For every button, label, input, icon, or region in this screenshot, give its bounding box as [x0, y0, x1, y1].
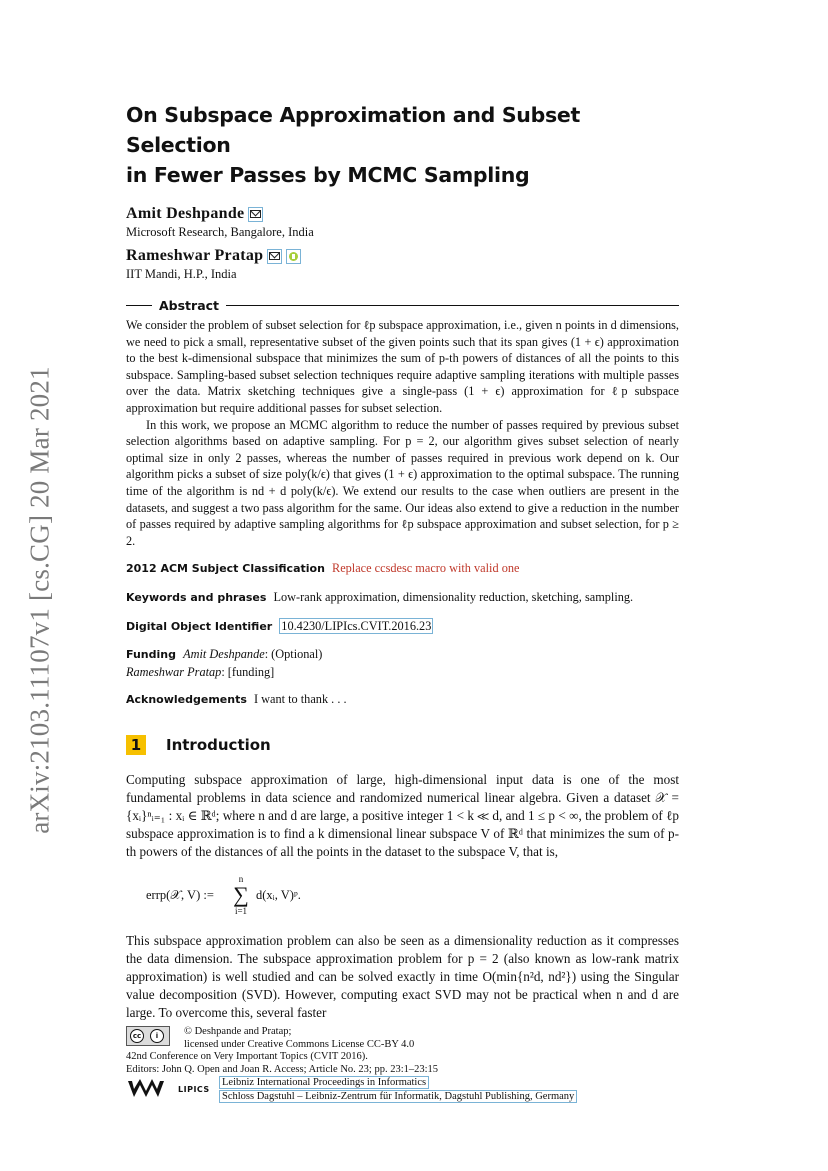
intro-paragraph: This subspace approximation problem can also be seen as a dimensionality reduction as it compresses the data dimension. The subspace approximation problem for p = 2 (also known as low-rank matrix approximation) is well studied and can be solved exactly in time O(min{n²d, nd²}) using the Singular value decomposition (SVD). However, computing exact SVD may not be practical when n and d are large. To overcome this, several faster: [126, 933, 679, 1021]
series-link[interactable]: Leibniz International Proceedings in Informatics: [219, 1076, 429, 1089]
abstract-paragraph: We consider the problem of subset selection for ℓp subspace approximation, i.e., given n points in d dimensions, we need to pick a small, representative subset of the given points such that its span gives (1 + ϵ) approximation to the best k-dimensional subspace that minimizes the sum of p-th powers of distances of all the points to this subspace. Sampling-based subset selection techniques require adaptive sampling iterations with multiple passes over the data. Matrix sketching techniques give a single-pass (1 + ϵ) approximation for ℓp subspace approximation but require additional passes for subset selection.: [126, 318, 679, 415]
keywords-value: Low-rank approximation, dimensionality reduction, sketching, sampling.: [273, 589, 634, 604]
summation: n ∑ i=1: [233, 874, 249, 917]
arxiv-sidebar: [18, 330, 62, 870]
envelope-icon[interactable]: [267, 249, 282, 264]
equation-lhs: errp(𝒳, V) :=: [146, 888, 214, 903]
funding-value: : [funding]: [221, 664, 275, 679]
abstract-heading: Abstract: [126, 298, 679, 313]
author-name: Rameshwar Pratap: [126, 247, 264, 264]
equation: [146, 874, 679, 918]
paper-title: On Subspace Approximation and Subset Selection in Fewer Passes by MCMC Sampling: [126, 103, 580, 187]
equation-rhs: d(xᵢ, V)ᵖ.: [256, 888, 301, 903]
acm-classification: 2012 ACM Subject Classification Replace ccsdesc macro with valid one: [126, 561, 520, 576]
doi: Digital Object Identifier 10.4230/LIPIcs.CVIT.2016.23: [126, 618, 432, 633]
cc-license-icon[interactable]: cc i: [126, 1026, 170, 1046]
conference-line: 42nd Conference on Very Important Topics (CVIT 2016).: [126, 1051, 368, 1063]
paper-page: [126, 100, 679, 1022]
editors-line: Editors: John Q. Open and Joan R. Access; Article No. 23; pp. 23:1–23:15: [126, 1063, 439, 1075]
funding-name: Rameshwar Pratap: [126, 664, 222, 679]
arxiv-identifier: arXiv:2103.11107v1 [cs.CG] 20 Mar 2021: [24, 366, 55, 834]
lipics-logo-icon: LIPICS: [126, 1079, 216, 1099]
introduction-body: [126, 771, 679, 1022]
funding-name: Amit Deshpande: [183, 647, 265, 662]
publisher-link[interactable]: Schloss Dagstuhl – Leibniz-Zentrum für Informatik, Dagstuhl Publishing, Germany: [219, 1090, 577, 1103]
orcid-icon[interactable]: [286, 249, 301, 264]
section-number: 1: [126, 735, 146, 755]
lipics-row: [126, 1076, 646, 1103]
acknowledgements-value: I want to thank . . .: [253, 692, 347, 707]
author-1: [126, 204, 679, 224]
section-title: Introduction: [166, 735, 271, 754]
author-name: Amit Deshpande: [126, 205, 245, 222]
page-footer: [126, 1026, 646, 1104]
author-affiliation: Microsoft Research, Bangalore, India: [126, 225, 314, 239]
keywords: Keywords and phrases Low-rank approximation, dimensionality reduction, sketching, sampling.: [126, 589, 634, 604]
acm-classification-value: Replace ccsdesc macro with valid one: [332, 561, 520, 576]
copyright-line: © Deshpande and Pratap;: [184, 1026, 292, 1037]
author-affiliation: IIT Mandi, H.P., India: [126, 267, 237, 281]
funding-value: : (Optional): [264, 647, 323, 662]
section-heading: [126, 735, 679, 755]
funding: Funding Amit Deshpande: (Optional) Rameshwar Pratap: [funding]: [126, 647, 323, 679]
abstract: [126, 317, 679, 549]
intro-paragraph: Computing subspace approximation of large, high-dimensional input data is one of the most fundamental problems in data science and randomized numerical linear algebra. Given a dataset 𝒳 = {xᵢ}ⁿᵢ₌₁ : xᵢ ∈ ℝᵈ; where n and d are large, a positive integer 1 < k ≪ d, and 1 ≤ p < ∞, the problem of ℓp subspace approximation is to find a k dimensional linear subspace V of ℝᵈ that minimizes the sum of p-th powers of the distances of all the points in the dataset to the subspace V, that is,: [126, 771, 679, 859]
acknowledgements: Acknowledgements I want to thank . . .: [126, 692, 347, 707]
author-2: [126, 246, 679, 266]
envelope-icon[interactable]: [248, 207, 263, 222]
doi-link[interactable]: 10.4230/LIPIcs.CVIT.2016.23: [281, 618, 432, 633]
abstract-paragraph: In this work, we propose an MCMC algorithm to reduce the number of passes required by previous subset selection algorithms based on adaptive sampling. For p = 2, our algorithm gives subset selection of nearly optimal size in only 2 passes, whereas the number of passes required in previous work depend on k. Our algorithm picks a subset of size poly(k/ϵ) that gives (1 + ϵ) approximation to the optimal subspace. The running time of the algorithm is nd + d poly(k/ϵ). We extend our results to the case when outliers are present in the datasets, and suggest a two pass algorithm for the same. Our ideas also extend to give a reduction in the number of passes required by adaptive sampling algorithms for ℓp subspace approximation and subset selection, for p ≥ 2.: [126, 417, 679, 548]
license-line: licensed under Creative Commons License CC-BY 4.0: [184, 1038, 415, 1050]
